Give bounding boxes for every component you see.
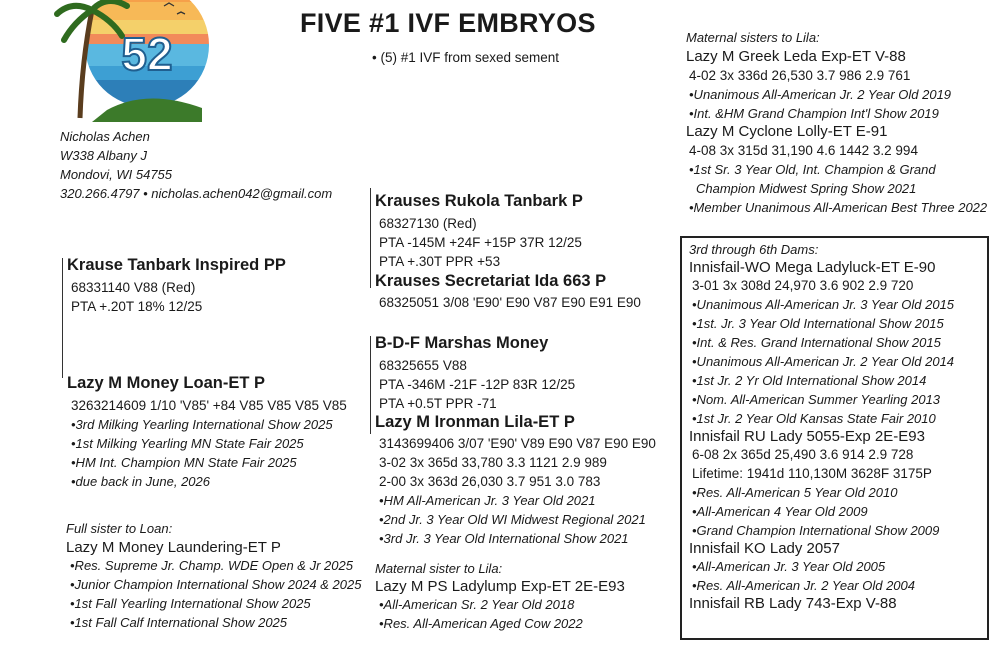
dam4-award: •All-American 4 Year Old 2009 — [692, 504, 868, 519]
full-sister-name: Lazy M Money Laundering-ET P — [66, 539, 281, 556]
full-sister-award: •Res. Supreme Jr. Champ. WDE Open & Jr 2025 — [70, 558, 353, 573]
grand-dam-2-section — [375, 413, 656, 548]
dam-reg: 3263214609 1/10 'V85' +84 V85 V85 V85 V85 — [71, 398, 347, 413]
dam5-award: •Res. All-American Jr. 2 Year Old 2004 — [692, 578, 915, 593]
full-sister-section — [66, 521, 361, 632]
contact-city: Mondovi, WI 54755 — [60, 167, 173, 182]
page-subtitle: • (5) #1 IVF from sexed sement — [372, 50, 560, 65]
dam5-award: •All-American Jr. 3 Year Old 2005 — [692, 559, 886, 574]
full-sister-award: •1st Fall Calf International Show 2025 — [70, 615, 288, 630]
grand-sire-2-name: B-D-F Marshas Money — [375, 334, 549, 352]
page-title: FIVE #1 IVF EMBRYOS — [300, 8, 596, 38]
full-sister-award: •1st Fall Yearling International Show 2025 — [70, 596, 311, 611]
maternal-sisters-label: Maternal sisters to Lila: — [686, 30, 820, 45]
dam3-award: •Unanimous All-American Jr. 2 Year Old 2014 — [692, 354, 955, 369]
sire-reg: 68331140 V88 (Red) — [71, 280, 196, 295]
contact-name: Nicholas Achen — [60, 129, 150, 144]
cow2-award: •1st Sr. 3 Year Old, Int. Champion & Grand — [689, 162, 936, 177]
grand-sire-1-line: 68327130 (Red) — [379, 216, 477, 231]
grand-dam-2-award: •HM All-American Jr. 3 Year Old 2021 — [379, 493, 596, 508]
dam4-award: •Grand Champion International Show 2009 — [692, 523, 940, 538]
grand-dam-2-line: 3143699406 3/07 'E90' V89 E90 V87 E90 E90 — [379, 436, 656, 451]
grand-sire-1-section — [375, 192, 583, 271]
cow2-award: Champion Midwest Spring Show 2021 — [696, 181, 917, 196]
grand-dam-2-award: •2nd Jr. 3 Year Old WI Midwest Regional 2021 — [379, 512, 646, 527]
dam-award: •HM Int. Champion MN State Fair 2025 — [71, 455, 297, 470]
grand-sire-2-section — [375, 334, 575, 413]
contact-address: W338 Albany J — [60, 148, 147, 163]
dam4-record: 6-08 2x 365d 25,490 3.6 914 2.9 728 — [692, 447, 914, 462]
full-sister-award: •Junior Champion International Show 2024 & 2025 — [70, 577, 362, 592]
grand-dam-1-line: 68325051 3/08 'E90' E90 V87 E90 E91 E90 — [379, 295, 641, 310]
sire-section — [67, 256, 286, 316]
grand-dam-2-line: 2-00 3x 363d 26,030 3.7 951 3.0 783 — [379, 474, 601, 489]
sire-name: Krause Tanbark Inspired PP — [67, 256, 286, 274]
sire-pta: PTA +.20T 18% 12/25 — [71, 299, 203, 314]
grand-sire-2-line: PTA +0.5T PPR -71 — [379, 396, 497, 411]
svg-text:52: 52 — [121, 28, 173, 80]
dam-section — [67, 374, 347, 491]
dam4-award: •Res. All-American 5 Year Old 2010 — [692, 485, 898, 500]
sire-connector-line — [62, 258, 63, 378]
cow2-name: Lazy M Cyclone Lolly-ET E-91 — [686, 123, 888, 140]
grand-sire-1-line: PTA +.30T PPR +53 — [379, 254, 501, 269]
palm-island-logo-icon — [52, 0, 212, 122]
contact-block — [60, 127, 332, 203]
cow2-award: •Member Unanimous All-American Best Three 2022 — [689, 200, 988, 215]
contact-phone-email[interactable]: 320.266.4797 • nicholas.achen042@gmail.com — [60, 186, 333, 201]
dams-section — [689, 242, 954, 612]
dam3-record: 3-01 3x 308d 24,970 3.6 902 2.9 720 — [692, 278, 914, 293]
maternal-sister-section — [375, 561, 625, 633]
maternal-sisters-section — [686, 30, 987, 217]
dam3-award: •Unanimous All-American Jr. 3 Year Old 2015 — [692, 297, 955, 312]
dam-name: Lazy M Money Loan-ET P — [67, 374, 266, 392]
maternal-sister-award: •Res. All-American Aged Cow 2022 — [379, 616, 583, 631]
dam6-name: Innisfail RB Lady 743-Exp V-88 — [689, 595, 897, 612]
cow1-record: 4-02 3x 336d 26,530 3.7 986 2.9 761 — [689, 68, 911, 83]
grand-dam-connector-line — [370, 336, 371, 434]
dam-award: •1st Milking Yearling MN State Fair 2025 — [71, 436, 304, 451]
dam4-lifetime: Lifetime: 1941d 110,130M 3628F 3175P — [692, 466, 932, 481]
maternal-sister-name: Lazy M PS Ladylump Exp-ET 2E-E93 — [375, 578, 625, 595]
dam3-name: Innisfail-WO Mega Ladyluck-ET E-90 — [689, 259, 936, 276]
grand-sire-connector-line — [370, 188, 371, 288]
dam3-award: •Int. & Res. Grand International Show 2015 — [692, 335, 941, 350]
grand-sire-2-line: PTA -346M -21F -12P 83R 12/25 — [379, 377, 576, 392]
cow1-award: •Int. &HM Grand Champion Int'l Show 2019 — [689, 106, 939, 121]
dams-label: 3rd through 6th Dams: — [689, 242, 819, 257]
grand-dam-2-name: Lazy M Ironman Lila-ET P — [375, 413, 575, 431]
dam5-name: Innisfail KO Lady 2057 — [689, 540, 840, 557]
grand-dam-1-section — [375, 272, 641, 312]
dam3-award: •1st Jr. 2 Year Old Kansas State Fair 2010 — [692, 411, 936, 426]
dam4-name: Innisfail RU Lady 5055-Exp 2E-E93 — [689, 428, 925, 445]
dam-award: •due back in June, 2026 — [71, 474, 210, 489]
dam3-award: •Nom. All-American Summer Yearling 2013 — [692, 392, 941, 407]
dam3-award: •1st Jr. 2 Yr Old International Show 2014 — [692, 373, 927, 388]
dam3-award: •1st. Jr. 3 Year Old International Show 2015 — [692, 316, 944, 331]
grand-sire-2-line: 68325655 V88 — [379, 358, 467, 373]
grand-sire-1-name: Krauses Rukola Tanbark P — [375, 192, 583, 210]
grand-dam-2-line: 3-02 3x 365d 33,780 3.3 1121 2.9 989 — [379, 455, 607, 470]
logo — [52, 0, 212, 122]
dam-award: •3rd Milking Yearling International Show 2025 — [71, 417, 333, 432]
grand-dam-2-award: •3rd Jr. 3 Year Old International Show 2021 — [379, 531, 629, 546]
cow1-award: •Unanimous All-American Jr. 2 Year Old 2019 — [689, 87, 952, 102]
cow1-name: Lazy M Greek Leda Exp-ET V-88 — [686, 48, 906, 65]
maternal-sister-label: Maternal sister to Lila: — [375, 561, 503, 576]
full-sister-label: Full sister to Loan: — [66, 521, 173, 536]
maternal-sister-award: •All-American Sr. 2 Year Old 2018 — [379, 597, 575, 612]
cow2-record: 4-08 3x 315d 31,190 4.6 1442 3.2 994 — [689, 143, 918, 158]
grand-sire-1-line: PTA -145M +24F +15P 37R 12/25 — [379, 235, 582, 250]
grand-dam-1-name: Krauses Secretariat Ida 663 P — [375, 272, 607, 290]
